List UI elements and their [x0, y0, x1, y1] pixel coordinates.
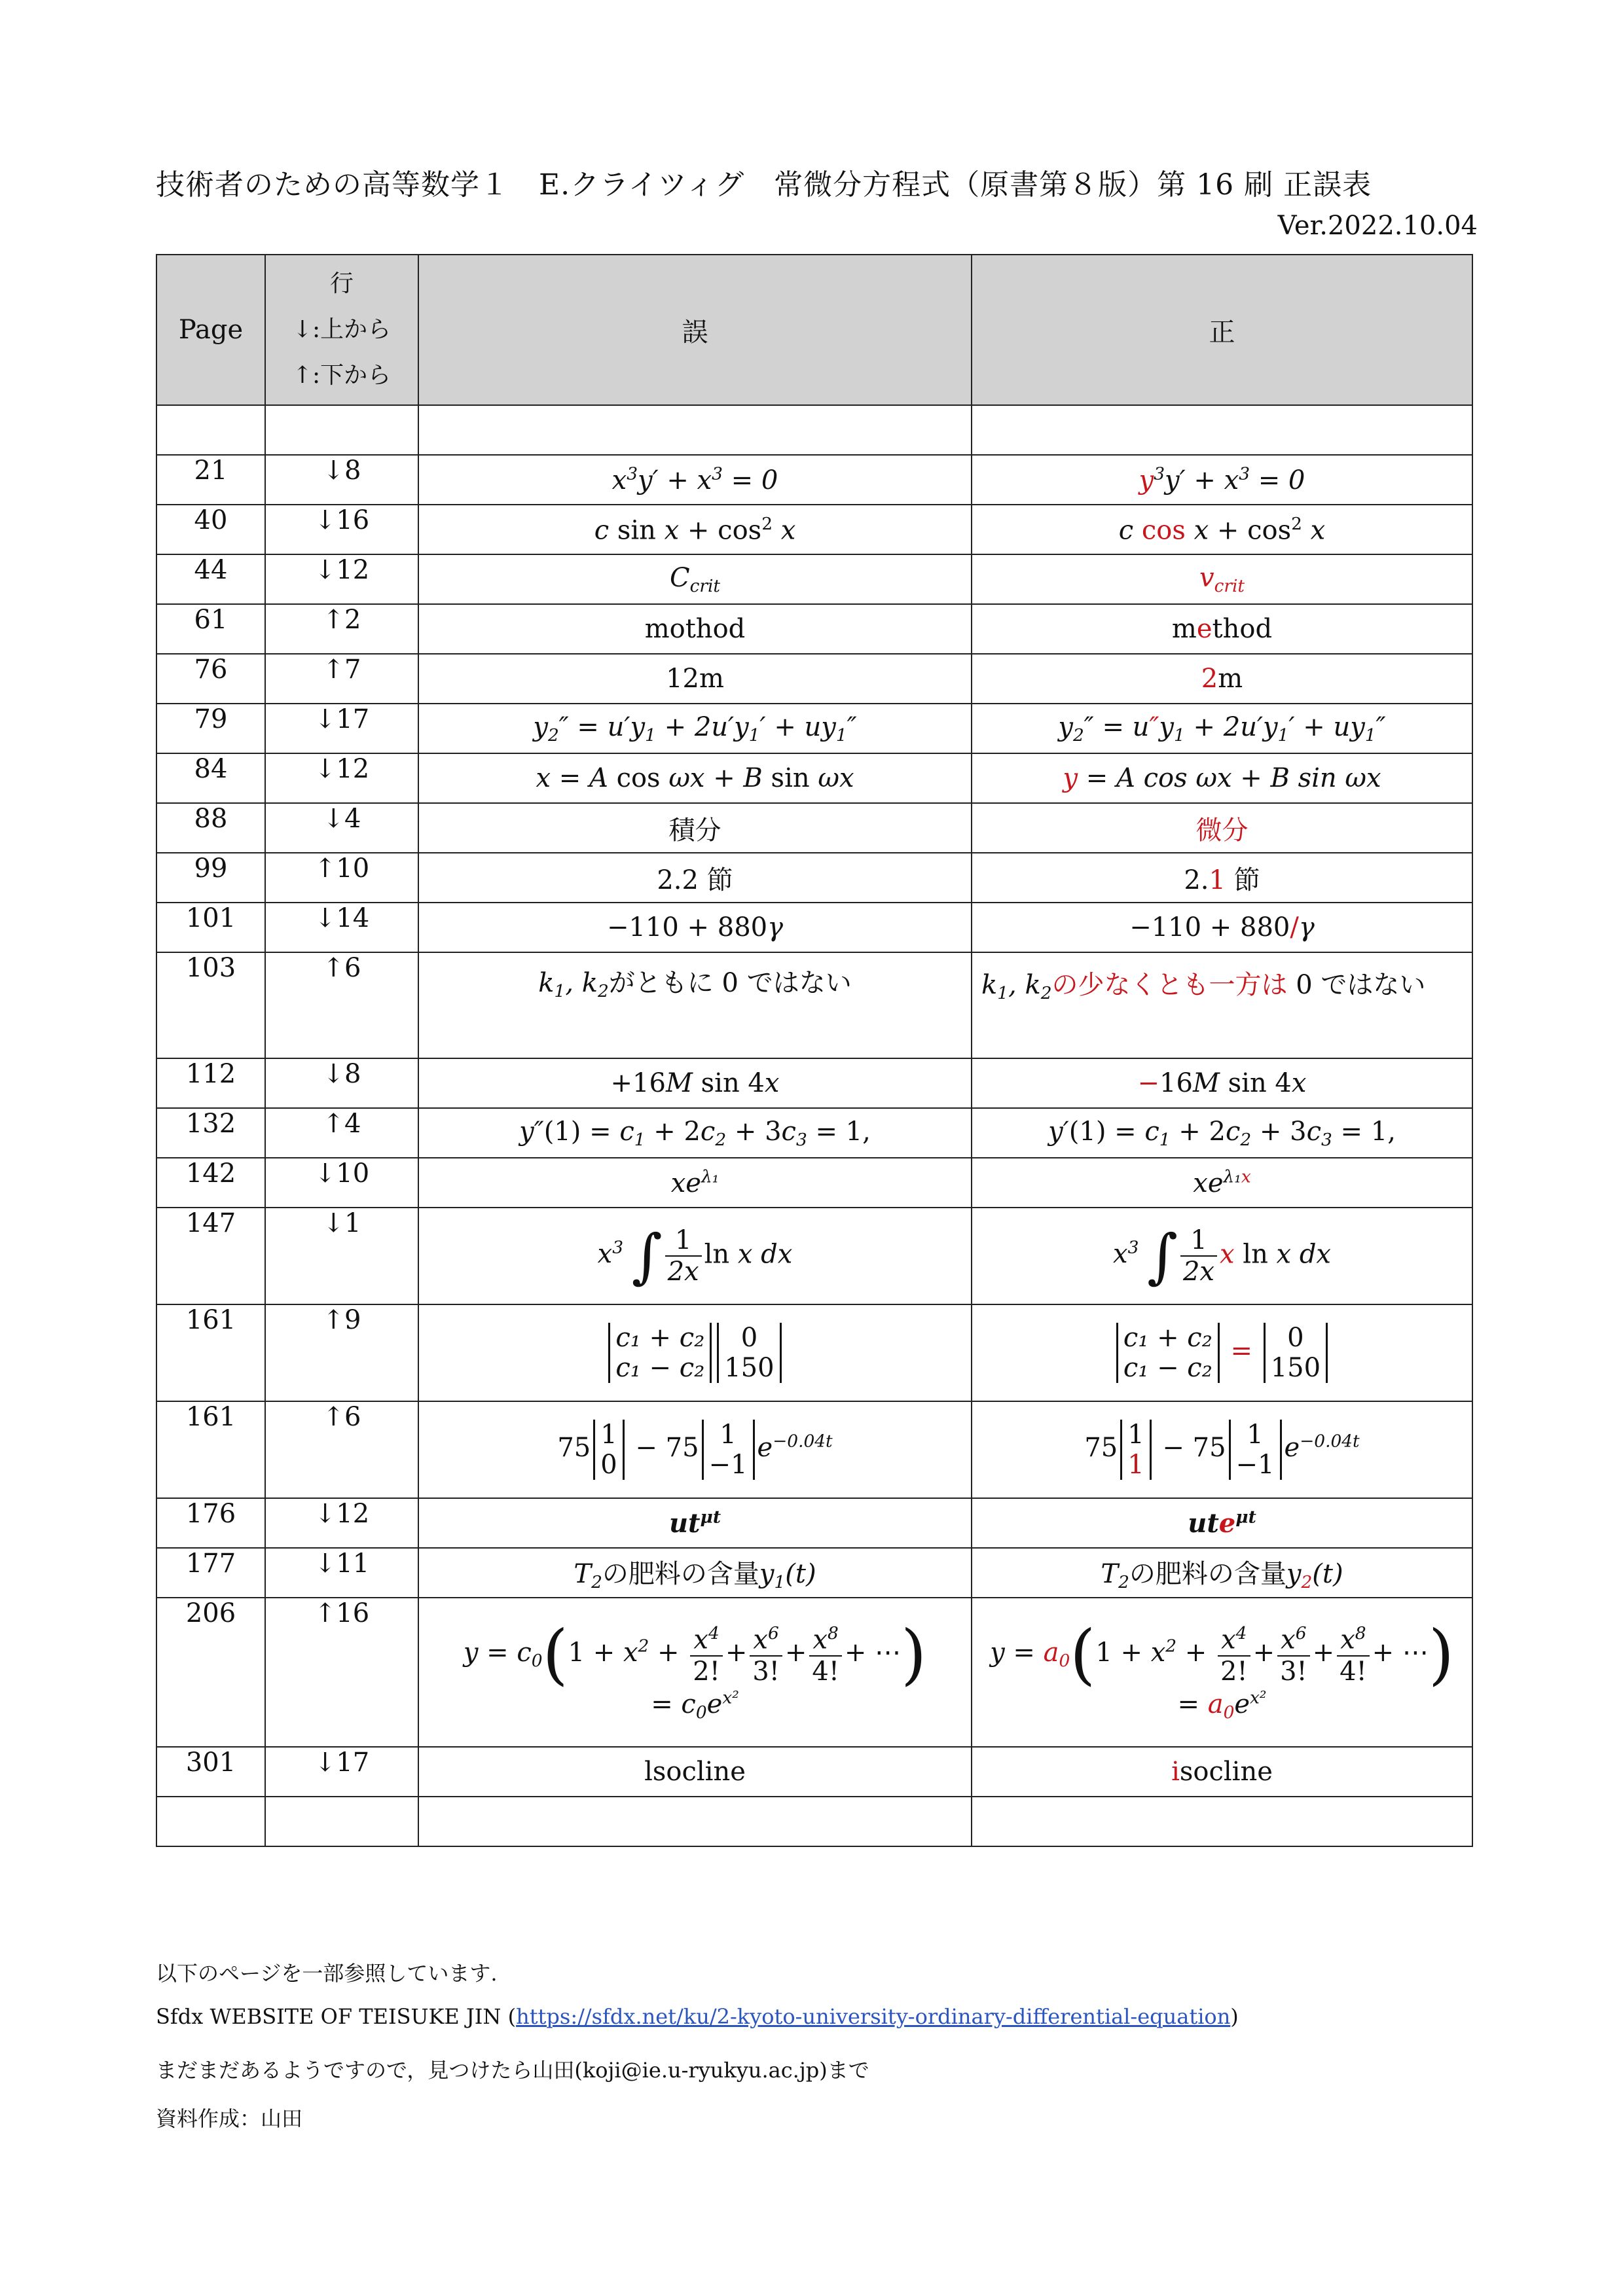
line-cell: ↑10: [265, 853, 418, 903]
table-row: [156, 554, 1472, 604]
wrong-cell: T2の肥料の含量y1(t): [418, 1548, 972, 1598]
right-cell: c $\cos x + \cos^2 x$: [972, 505, 1472, 554]
line-cell: ↑6: [265, 952, 418, 1058]
line-cell: [265, 405, 418, 455]
footer-source-suffix: ): [1230, 2004, 1239, 2029]
header-page: Page: [156, 255, 265, 405]
header-line-title: 行: [329, 270, 354, 297]
footer-contact: まだまだあるようですので，見つけたら山田(koji@ie.u-ryukyu.ac.jp)まで: [156, 2058, 869, 2083]
right-text: 2.: [1184, 865, 1209, 895]
right-cell: $y^3y' + x^3 = 0$: [972, 455, 1472, 505]
right-cell: y2″ = u″y1 + 2u′y1′ + uy1″: [972, 704, 1472, 753]
line-cell: ↓10: [265, 1158, 418, 1208]
line-cell: ↓8: [265, 1058, 418, 1108]
table-row: [156, 1158, 1472, 1208]
right-cell: ute$^{\mu t}$: [972, 1498, 1472, 1548]
wrong-cell: y″(1) = c1 + 2c2 + 3c3 = 1,: [418, 1108, 972, 1158]
right-cell: k1, k2の少なくとも一方は 0 ではない: [972, 952, 1472, 1058]
header-right: 正: [972, 255, 1472, 405]
right-text: m: [1218, 664, 1243, 694]
page-cell: 161: [156, 1401, 265, 1498]
right-cell: −110 + 880/γ: [972, 903, 1472, 952]
right-cell: [972, 1747, 1472, 1797]
right-cell: c₁ + c₂ c₁ − c₂ = 0 150: [972, 1304, 1472, 1401]
right-text: 節: [1225, 865, 1260, 895]
right-cell: 微分: [972, 803, 1472, 853]
page-cell: 44: [156, 554, 265, 604]
wrong-cell: Ccrit: [418, 554, 972, 604]
table-row: [156, 455, 1472, 505]
table-row: [156, 1208, 1472, 1304]
line-cell: ↓16: [265, 505, 418, 554]
right-text: 0 ではない: [1287, 970, 1426, 1000]
wrong-cell: y2″ = u′y1 + 2u′y1′ + uy1″: [418, 704, 972, 753]
wrong-cell: c₁ + c₂ c₁ − c₂ 0 150: [418, 1304, 972, 1401]
line-cell: ↓1: [265, 1208, 418, 1304]
wrong-cell: 12m: [418, 654, 972, 704]
right-cell: $x^3$ ∫ $\frac{1}{2x}$ x ln x dx: [972, 1208, 1472, 1304]
line-cell: ↑6: [265, 1401, 418, 1498]
page-cell: 79: [156, 704, 265, 753]
page-cell: 101: [156, 903, 265, 952]
right-cell: −16M sin 4x: [972, 1058, 1472, 1108]
line-cell: ↓4: [265, 803, 418, 853]
page-cell: [156, 1797, 265, 1846]
table-row: [156, 1747, 1472, 1797]
wrong-cell: c $\sin x + \cos^2 x$: [418, 505, 972, 554]
table-row: [156, 952, 1472, 1058]
table-row: [156, 405, 1472, 455]
right-text: m: [1171, 614, 1197, 644]
right-correction: i: [1171, 1757, 1180, 1787]
right-text: の肥料の含量: [1129, 1559, 1286, 1590]
line-cell: ↑7: [265, 654, 418, 704]
line-cell: ↓8: [265, 455, 418, 505]
footer-source: [156, 2004, 1239, 2029]
page-cell: 176: [156, 1498, 265, 1548]
page-cell: 132: [156, 1108, 265, 1158]
table-row: [156, 1058, 1472, 1108]
page-cell: 142: [156, 1158, 265, 1208]
footer-author: 資料作成：山田: [156, 2106, 303, 2131]
table-row: [156, 1401, 1472, 1498]
table-row: [156, 604, 1472, 654]
wrong-cell: [418, 405, 972, 455]
wrong-cell: 積分: [418, 803, 972, 853]
errata-table: [156, 254, 1473, 1847]
right-correction: 2: [1201, 664, 1218, 694]
wrong-text: の肥料の含量: [602, 1559, 759, 1590]
table-row: [156, 1598, 1472, 1747]
right-correction: 1: [1209, 865, 1226, 895]
table-row: [156, 704, 1472, 753]
wrong-cell: −110 + 880γ: [418, 903, 972, 952]
right-cell: [972, 405, 1472, 455]
page-cell: 206: [156, 1598, 265, 1747]
right-cell: y′(1) = c1 + 2c2 + 3c3 = 1,: [972, 1108, 1472, 1158]
table-row: [156, 903, 1472, 952]
right-cell: y = A cos ωx + B sin ωx: [972, 753, 1472, 803]
footer-reference-note: 以下のページを一部参照しています.: [156, 1961, 498, 1986]
right-cell: $y = a0(1 + x^2$ + $\frac{x^4}{2!}$ + $\frac{x^6}{3!}$ + $\frac{x^8}{4!}$ + ⋯) = $a0e^{x^2}$: [972, 1598, 1472, 1747]
table-row: [156, 654, 1472, 704]
wrong-cell: [418, 1797, 972, 1846]
page-cell: 84: [156, 753, 265, 803]
right-correction: e: [1196, 614, 1213, 644]
right-cell: vcrit: [972, 554, 1472, 604]
line-cell: ↑16: [265, 1598, 418, 1747]
page-cell: 99: [156, 853, 265, 903]
line-cell: ↓11: [265, 1548, 418, 1598]
right-cell: [972, 604, 1472, 654]
page-cell: 161: [156, 1304, 265, 1401]
wrong-cell: lsocline: [418, 1747, 972, 1797]
right-text: socline: [1179, 1757, 1273, 1787]
page-cell: 103: [156, 952, 265, 1058]
line-cell: ↓14: [265, 903, 418, 952]
table-row: [156, 803, 1472, 853]
footer-source-prefix: Sfdx WEBSITE OF TEISUKE JIN (: [156, 2004, 517, 2029]
page-cell: [156, 405, 265, 455]
page-cell: 61: [156, 604, 265, 654]
page-cell: 40: [156, 505, 265, 554]
wrong-cell: 2.2 節: [418, 853, 972, 903]
page-cell: 112: [156, 1058, 265, 1108]
table-row: [156, 1498, 1472, 1548]
page-cell: 301: [156, 1747, 265, 1797]
wrong-cell: mothod: [418, 604, 972, 654]
line-cell: ↓12: [265, 554, 418, 604]
line-cell: [265, 1797, 418, 1846]
line-cell: ↑9: [265, 1304, 418, 1401]
line-cell: ↓12: [265, 753, 418, 803]
page-cell: 177: [156, 1548, 265, 1598]
wrong-cell: $x^3y' + x^3 = 0$: [418, 455, 972, 505]
right-cell: [972, 654, 1472, 704]
wrong-cell: $ut^{\mu t}$: [418, 1498, 972, 1548]
right-cell: [972, 853, 1472, 903]
page-cell: 76: [156, 654, 265, 704]
wrong-cell: $x^3$ ∫ $\frac{1}{2x}$ ln x dx: [418, 1208, 972, 1304]
right-correction: の少なくとも一方は: [1051, 970, 1288, 1000]
line-cell: ↑2: [265, 604, 418, 654]
line-cell: ↑4: [265, 1108, 418, 1158]
page-cell: 147: [156, 1208, 265, 1304]
right-cell: T2の肥料の含量y2(t): [972, 1548, 1472, 1598]
table-row: [156, 505, 1472, 554]
table-row: [156, 1797, 1472, 1846]
table-row: [156, 853, 1472, 903]
version-label: Ver.2022.10.04: [1277, 211, 1478, 241]
header-row: [156, 255, 1472, 405]
table-row: [156, 753, 1472, 803]
right-cell: 75 1 1 − 75 1 −1 $e^{-0.04t}$: [972, 1401, 1472, 1498]
page-cell: 88: [156, 803, 265, 853]
wrong-cell: +16M sin 4x: [418, 1058, 972, 1108]
table-row: [156, 1304, 1472, 1401]
right-cell: [972, 1797, 1472, 1846]
wrong-cell: $y = c0(1 + x^2$ + $\frac{x^4}{2!}$ + $\frac{x^6}{3!}$ + $\frac{x^8}{4!}$ + ⋯) = $c0e^{x^2}$: [418, 1598, 972, 1747]
document-title: 技術者のための高等数学１ E.クライツィグ 常微分方程式（原書第８版）第 16 刷 正誤表: [156, 168, 1372, 202]
line-cell: ↓17: [265, 1747, 418, 1797]
line-cell: ↓17: [265, 704, 418, 753]
wrong-cell: $xe^{\lambda_1}$: [418, 1158, 972, 1208]
wrong-text: がともに 0 ではない: [608, 968, 852, 998]
wrong-cell: 75 1 0 − 75 1 −1 $e^{-0.04t}$: [418, 1401, 972, 1498]
table-row: [156, 1108, 1472, 1158]
header-line: [265, 255, 418, 405]
table-row: [156, 1548, 1472, 1598]
header-wrong: 誤: [418, 255, 972, 405]
wrong-cell: k1, k2がともに 0 ではない: [418, 952, 972, 1058]
right-text: thod: [1212, 614, 1273, 644]
right-cell: $xe^{\lambda_1x}$: [972, 1158, 1472, 1208]
page-cell: 21: [156, 455, 265, 505]
wrong-cell: x = A cos ωx + B sin ωx: [418, 753, 972, 803]
header-line-down: ↓:上から: [292, 316, 392, 343]
line-cell: ↓12: [265, 1498, 418, 1548]
header-line-up: ↑:下から: [292, 362, 392, 389]
source-link[interactable]: https://sfdx.net/ku/2-kyoto-university-ordinary-differential-equation: [516, 2004, 1231, 2029]
